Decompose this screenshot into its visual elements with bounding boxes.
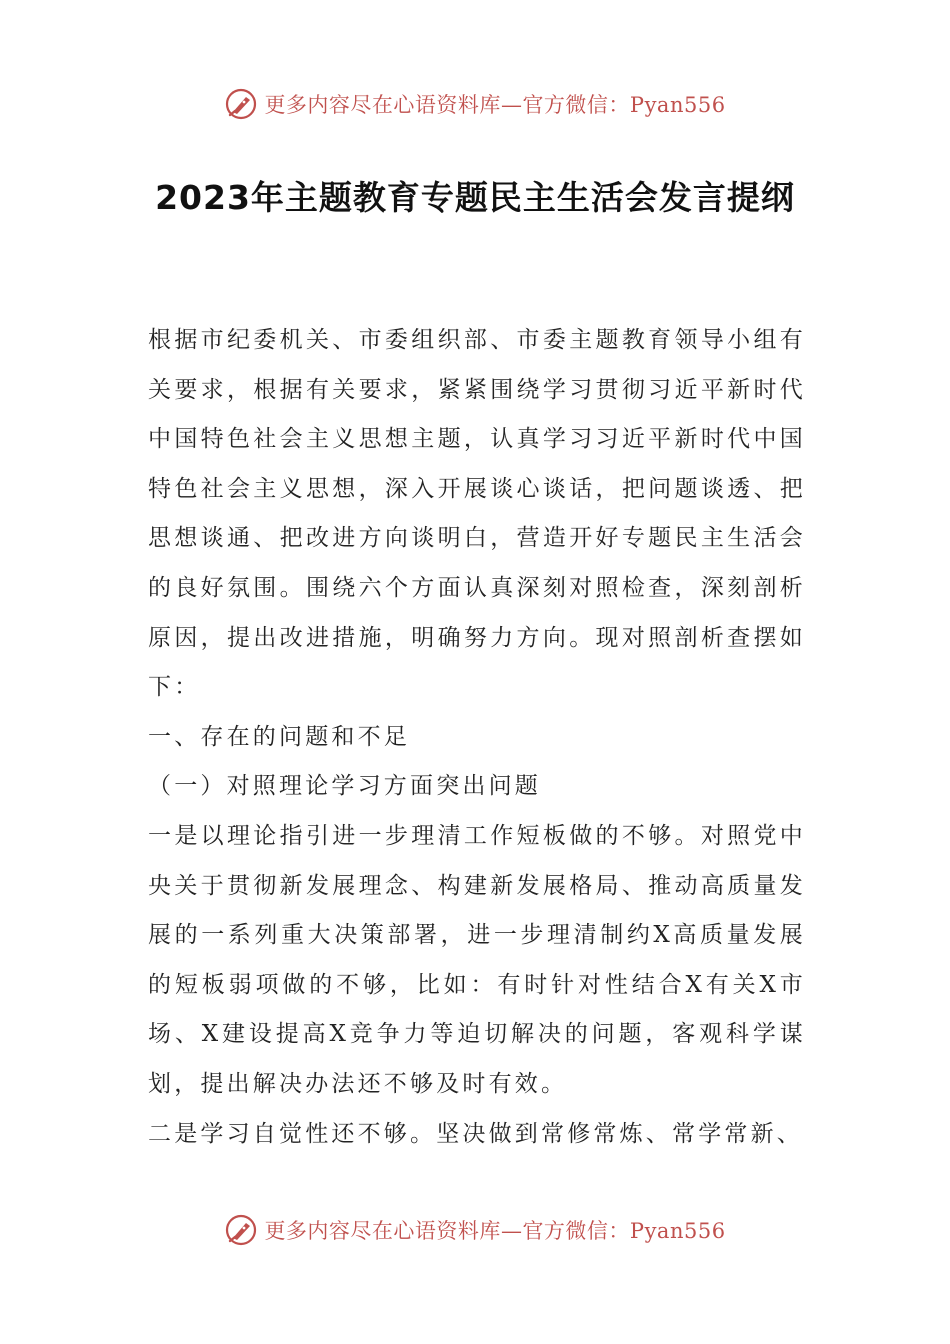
paragraph-point-2: 二是学习自觉性还不够。坚决做到常修常炼、常学常新、: [148, 1120, 803, 1147]
watermark-text: 更多内容尽在心语资料库—官方微信：Pyan556: [264, 93, 726, 117]
document-body: [148, 316, 806, 1159]
paragraph-intro: 根据市纪委机关、市委组织部、市委主题教育领导小组有关要求，根据有关要求，紧紧围绕学习贯彻习近平新时代中国特色社会主义思想主题，认真学习习近平新时代中国特色社会主义思想，深入开展谈心谈话，把问题谈透、把思想谈通、把改进方向谈明白，营造开好专题民主生活会的良好氛围。围绕六个方面认真深刻对照检查，深刻剖析原因，提出改进措施，明确努力方向。现对照剖析查摆如下：: [148, 327, 806, 701]
document-title: 2023年主题教育专题民主生活会发言提纲: [155, 178, 795, 217]
watermark-banner-bottom: [0, 1210, 950, 1250]
watermark-text: 更多内容尽在心语资料库—官方微信：Pyan556: [264, 1219, 726, 1243]
watermark-banner-top: [0, 84, 950, 124]
pen-nib-logo-icon: [224, 1213, 258, 1247]
pen-nib-logo-icon: [224, 87, 258, 121]
heading-subsection-1: （一）对照理论学习方面突出问题: [148, 773, 541, 800]
heading-section-1: 一、存在的问题和不足: [148, 723, 410, 750]
paragraph-point-1: 一是以理论指引进一步理清工作短板做的不够。对照党中央关于贯彻新发展理念、构建新发展格局、推动高质量发展的一系列重大决策部署，进一步理清制约X高质量发展的短板弱项做的不够，比如：有时针对性结合X有关X市场、X建设提高X竞争力等迫切解决的问题，客观科学谋划，提出解决办法还不够及时有效。: [148, 822, 806, 1097]
